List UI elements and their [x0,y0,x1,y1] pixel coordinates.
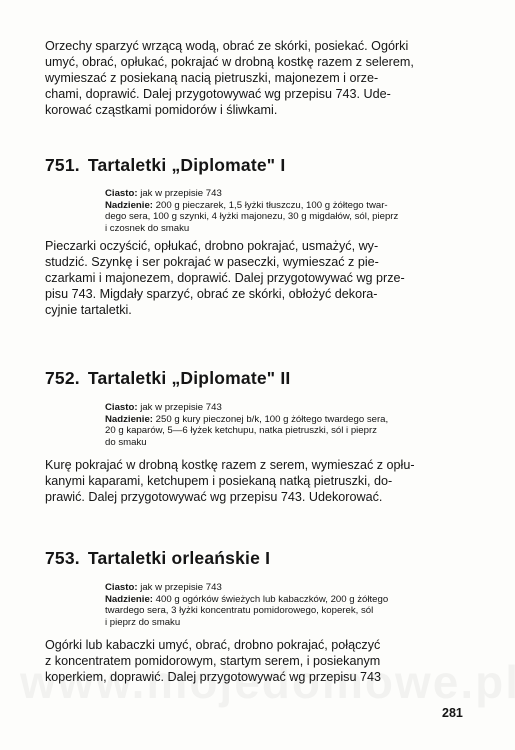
text-line: pisu 743. Migdały sparzyć, obrać ze skórki, obłożyć dekora- [45,287,378,301]
recipe-number: 753. [45,548,80,568]
ingredients-752 [105,402,475,448]
ingredient-line: Nadzienie: 400 g ogórków świeżych lub kabaczków, 200 g żółtego [105,593,389,605]
text-line: z koncentratem pomidorowym, startym serem, i posiekanym [45,654,381,668]
text-line: wymieszać z posiekaną nacią pietruszki, majonezem i orze- [45,71,379,85]
ingredient-line: dego sera, 100 g szynki, 4 łyżki majonezu, 30 g migdałów, sól, pieprz [105,211,399,222]
text-line: koperkiem, doprawić. Dalej przygotowywać wg przepisu 743 [45,670,381,684]
method-752 [45,457,475,505]
ingredient-line: do smaku [105,436,147,448]
recipe-title-753 [45,548,270,569]
ingredient-line: Nadzienie: 250 g kury pieczonej b/k, 100 g żółtego twardego sera, [105,413,389,425]
watermark [20,655,515,709]
ingredients-753 [105,582,475,628]
ingredient-line: 20 g kaparów, 5—6 łyżek ketchupu, natka pietruszki, sól i pieprz [105,425,377,436]
text-line: studzić. Szynkę i ser pokrajać w paseczki, wymieszać z pie- [45,255,379,269]
text-line: Ogórki lub kabaczki umyć, obrać, drobno pokrajać, połączyć [45,638,381,652]
intro-paragraph [45,38,475,118]
ingredient-line: twardego sera, 3 łyżki koncentratu pomidorowego, koperek, sól [105,605,374,616]
text-line: prawić. Dalej przygotowywać wg przepisu 743. Udekorować. [45,490,383,504]
text-line: korować cząstkami pomidorów i śliwkami. [45,103,278,117]
ingredient-line: Ciasto: jak w przepisie 743 [105,582,222,593]
ingredient-line: Ciasto: jak w przepisie 743 [105,188,222,199]
text-line: Pieczarki oczyścić, opłukać, drobno pokrajać, usmażyć, wy- [45,239,379,253]
page-number: 281 [442,706,463,720]
recipe-number: 752. [45,368,80,388]
ingredients-751 [105,188,475,234]
recipe-number: 751. [45,155,80,175]
text-line: czarkami i majonezem, doprawić. Dalej przygotowywać wg prze- [45,271,405,285]
recipe-title-751 [45,155,285,176]
recipe-name: Tartaletki „Diplomate" II [87,368,291,388]
ingredient-line: Nadzienie: 200 g pieczarek, 1,5 łyżki tłuszczu, 100 g żółtego twar- [105,199,388,211]
text-line: chami, doprawić. Dalej przygotowywać wg przepisu 743. Ude- [45,87,391,101]
text-line: cyjnie tartaletki. [45,303,132,317]
text-line: umyć, obrać, opłukać, pokrajać w drobną kostkę razem z selerem, [45,55,414,69]
text-line: Orzechy sparzyć wrzącą wodą, obrać ze skórki, posiekać. Ogórki [45,39,409,53]
method-751 [45,238,475,318]
ingredient-line: i czosnek do smaku [105,222,190,234]
recipe-title-752 [45,368,290,389]
ingredient-line: Ciasto: jak w przepisie 743 [105,402,222,413]
recipe-name: Tartaletki orleańskie I [87,548,271,568]
recipe-name: Tartaletki „Diplomate" I [87,155,286,175]
ingredient-line: i pieprz do smaku [105,616,181,628]
text-line: Kurę pokrajać w drobną kostkę razem z serem, wymieszać z opłu- [45,458,415,472]
text-line: kanymi kaparami, ketchupem i posiekaną natką pietruszki, do- [45,474,393,488]
